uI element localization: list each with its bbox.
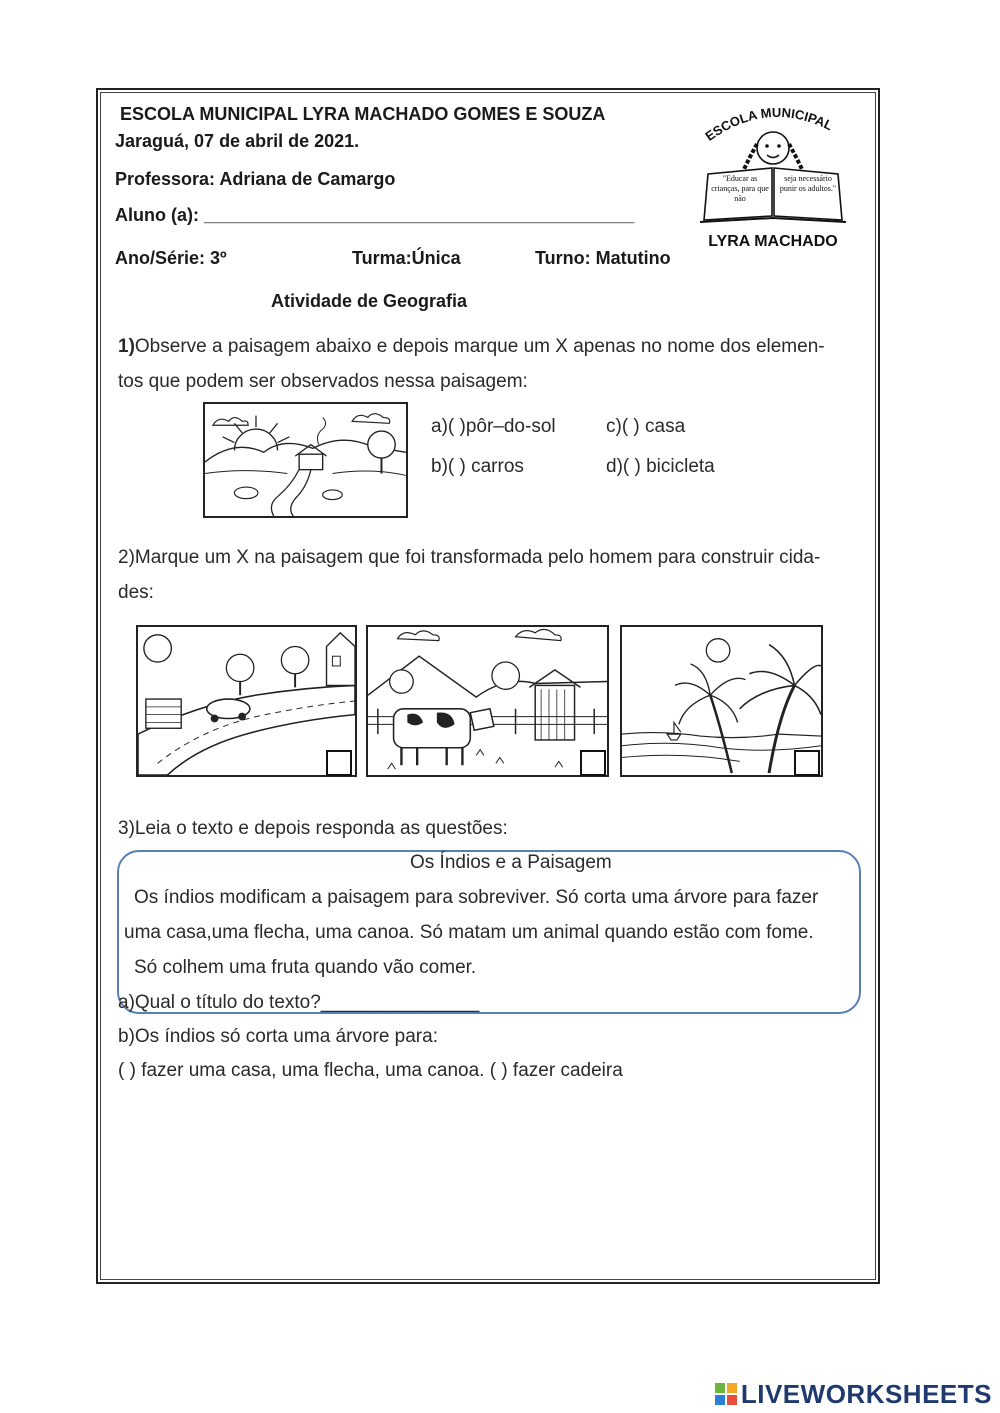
beach-palms-image [620, 625, 823, 777]
q1-option-a[interactable]: a)( )pôr–do-sol [431, 416, 556, 437]
reading-line-2: uma casa,uma flecha, uma canoa. Só matam um animal quando estão com fome. [124, 922, 814, 943]
q1-line1 [118, 336, 825, 358]
liveworksheets-footer [715, 1379, 992, 1409]
farm-checkbox[interactable] [580, 750, 606, 776]
q2-line2: des: [118, 582, 154, 603]
teacher-line: Professora: Adriana de Camargo [115, 169, 396, 189]
liveworksheets-logo-icon [715, 1383, 737, 1405]
farm-cow-image [366, 625, 609, 777]
q1-line2: tos que podem ser observados nessa paisagem: [118, 371, 528, 392]
landscape-sunset-image [203, 402, 408, 518]
q1-number: 1) [118, 336, 135, 357]
logo-name: LYRA MACHADO [708, 233, 838, 250]
reading-title: Os Índios e a Paisagem [410, 852, 612, 873]
city-checkbox[interactable] [326, 750, 352, 776]
q1-option-c[interactable]: c)( ) casa [606, 416, 686, 437]
reading-line-3: Só colhem uma fruta quando vão comer. [134, 957, 477, 978]
q3-question-a[interactable]: a)Qual o título do texto?_______________ [118, 992, 480, 1013]
grade-line: Ano/Série: 3º [115, 248, 227, 268]
logo-book-left: "Educar as crianças, para que não [711, 174, 769, 203]
q2-line1: 2)Marque um X na paisagem que foi transformada pelo homem para construir cida- [118, 547, 821, 568]
class-line: Turma:Única [352, 248, 461, 268]
shift-line: Turno: Matutino [535, 248, 671, 268]
logo-book-right: seja necessário punir os adultos." [779, 174, 837, 193]
student-line[interactable]: Aluno (a): ___________________________________________ [115, 205, 635, 225]
q1-option-b[interactable]: b)( ) carros [431, 456, 524, 477]
q3-question-b: b)Os índios só corta uma árvore para: [118, 1026, 438, 1047]
beach-checkbox[interactable] [794, 750, 820, 776]
q1-line1-text: Observe a paisagem abaixo e depois marque um X apenas no nome dos elemen- [134, 336, 825, 357]
q3-question-b-options[interactable]: ( ) fazer uma casa, uma flecha, uma canoa. ( ) fazer cadeira [118, 1060, 623, 1081]
q3-intro: 3)Leia o texto e depois responda as questões: [118, 818, 508, 839]
school-logo [688, 100, 858, 252]
q1-option-d[interactable]: d)( ) bicicleta [606, 456, 715, 477]
reading-line-1: Os índios modificam a paisagem para sobreviver. Só corta uma árvore para fazer [134, 887, 819, 908]
logo-arc-text: ESCOLA MUNICIPAL [702, 104, 836, 144]
activity-title: Atividade de Geografia [271, 291, 468, 311]
city-road-image [136, 625, 357, 777]
school-name: ESCOLA MUNICIPAL LYRA MACHADO GOMES E SOUZA [120, 104, 606, 124]
liveworksheets-brand: LIVEWORKSHEETS [740, 1378, 992, 1409]
date-line: Jaraguá, 07 de abril de 2021. [115, 131, 360, 151]
